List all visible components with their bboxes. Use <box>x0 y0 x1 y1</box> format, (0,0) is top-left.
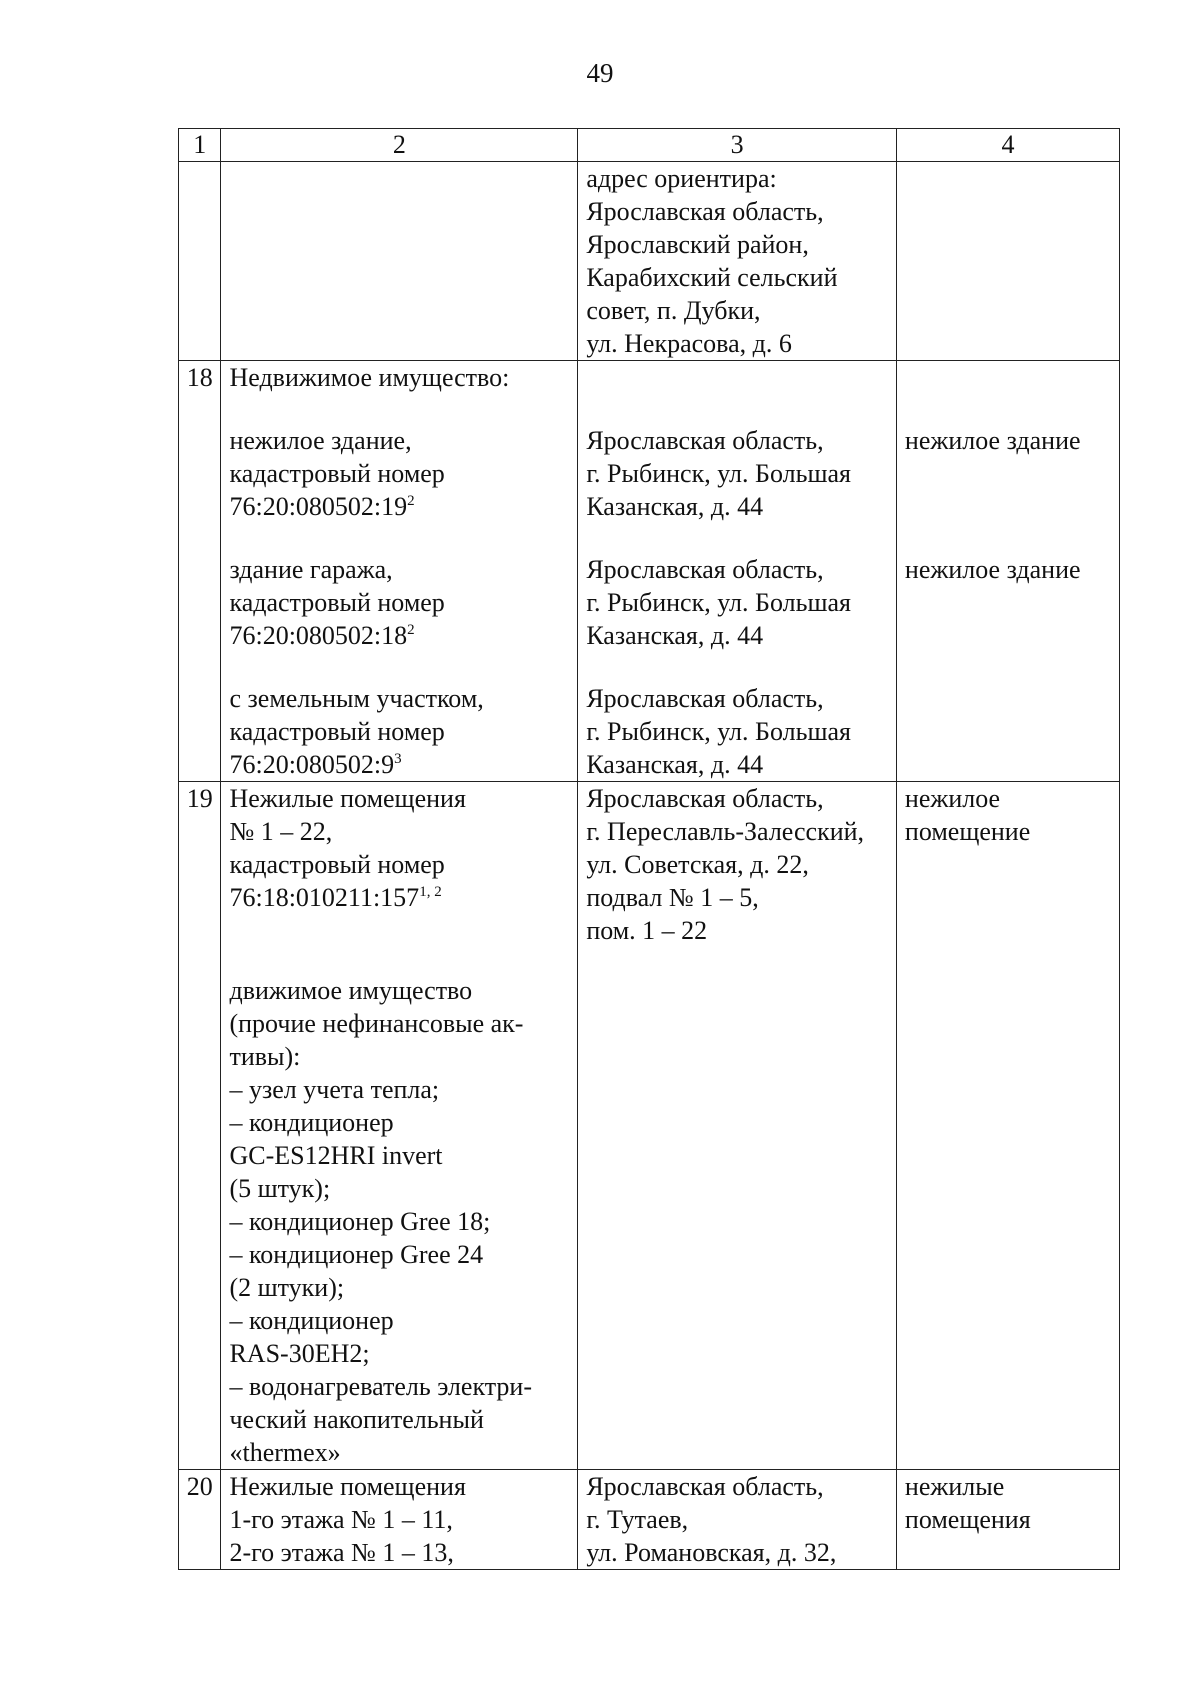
item-name: нежилое здание, кадастровый номер $76:20:080502:19^2$ <box>229 426 445 521</box>
address-text: Ярославская область, г. Переславль-Залесский, ул. Советская, д. 22, подвал № 1 – 5, пом. 1 – 22 <box>586 784 865 945</box>
header-col-3: 3 <box>578 129 897 162</box>
item-name: Нежилые помещения № 1 – 22, кадастровый номер 76:18:010211:157$^{1, 2}$ <box>229 784 466 912</box>
address-cell <box>578 1470 897 1570</box>
name-cell <box>221 782 578 1470</box>
purpose-cell <box>896 782 1119 1470</box>
item-name: Нежилые помещения 1-го этажа № 1 – 11, 2-го этажа № 1 – 13, <box>229 1472 466 1567</box>
name-cell <box>221 1470 578 1570</box>
purpose-cell <box>896 361 1119 782</box>
footnote-ref: 3 <box>394 751 402 767</box>
item-name: здание гаража, кадастровый номер $76:20:080502:18^2$ <box>229 555 445 650</box>
row-number-cell: 20 <box>179 1470 221 1570</box>
address-cell <box>578 162 897 361</box>
item-name: с земельным участком, кадастровый номер $76:20:080502:9^3$ <box>229 684 484 779</box>
address-cell <box>578 782 897 1470</box>
header-col-4: 4 <box>896 129 1119 162</box>
address-text: адрес ориентира: Ярославская область, Ярославский район, Карабихский сельский совет, п. Дубки, ул. Некрасова, д. 6 <box>586 164 838 358</box>
row-number-cell: 18 <box>179 361 221 782</box>
footnote-ref: 1, 2 <box>419 884 442 900</box>
row-number-cell: 19 <box>179 782 221 1470</box>
section-title: Недвижимое имущество: <box>229 363 510 392</box>
address-text: Ярославская область, г. Рыбинск, ул. Большая Казанская, д. 44 <box>586 555 851 650</box>
header-col-1: 1 <box>179 129 221 162</box>
table-header-row <box>179 129 1120 162</box>
table-row <box>179 162 1120 361</box>
purpose-text: нежилое здание <box>904 426 1081 455</box>
row-number-cell <box>179 162 221 361</box>
name-cell <box>221 162 578 361</box>
address-text: Ярославская область, г. Рыбинск, ул. Большая Казанская, д. 44 <box>586 426 851 521</box>
purpose-text: нежилые помещения <box>904 1472 1031 1534</box>
header-col-2: 2 <box>221 129 578 162</box>
purpose-cell <box>896 162 1119 361</box>
purpose-text: нежилое здание <box>904 555 1081 584</box>
purpose-text: нежилое помещение <box>904 784 1031 846</box>
movable-property-list: движимое имущество (прочие нефинансовые ак- тивы): – узел учета тепла; – кондиционер GC-ES12HRI invert (5 штук); – кондиционер Gree 18; – кондиционер Gree 24 (2 штуки); – кондиционер RAS-30EH2; – водонагреватель электри- ческий накопительный «thermex» <box>229 976 532 1467</box>
table-row <box>179 361 1120 782</box>
property-table <box>178 128 1120 1570</box>
table-row <box>179 782 1120 1470</box>
footnote-ref: 2 <box>407 622 415 638</box>
name-cell <box>221 361 578 782</box>
address-text: Ярославская область, г. Рыбинск, ул. Большая Казанская, д. 44 <box>586 684 851 779</box>
table-row <box>179 1470 1120 1570</box>
address-text: Ярославская область, г. Тутаев, ул. Романовская, д. 32, <box>586 1472 837 1567</box>
footnote-ref: 2 <box>407 493 415 509</box>
address-cell <box>578 361 897 782</box>
page-number: 49 <box>586 58 614 88</box>
purpose-cell <box>896 1470 1119 1570</box>
